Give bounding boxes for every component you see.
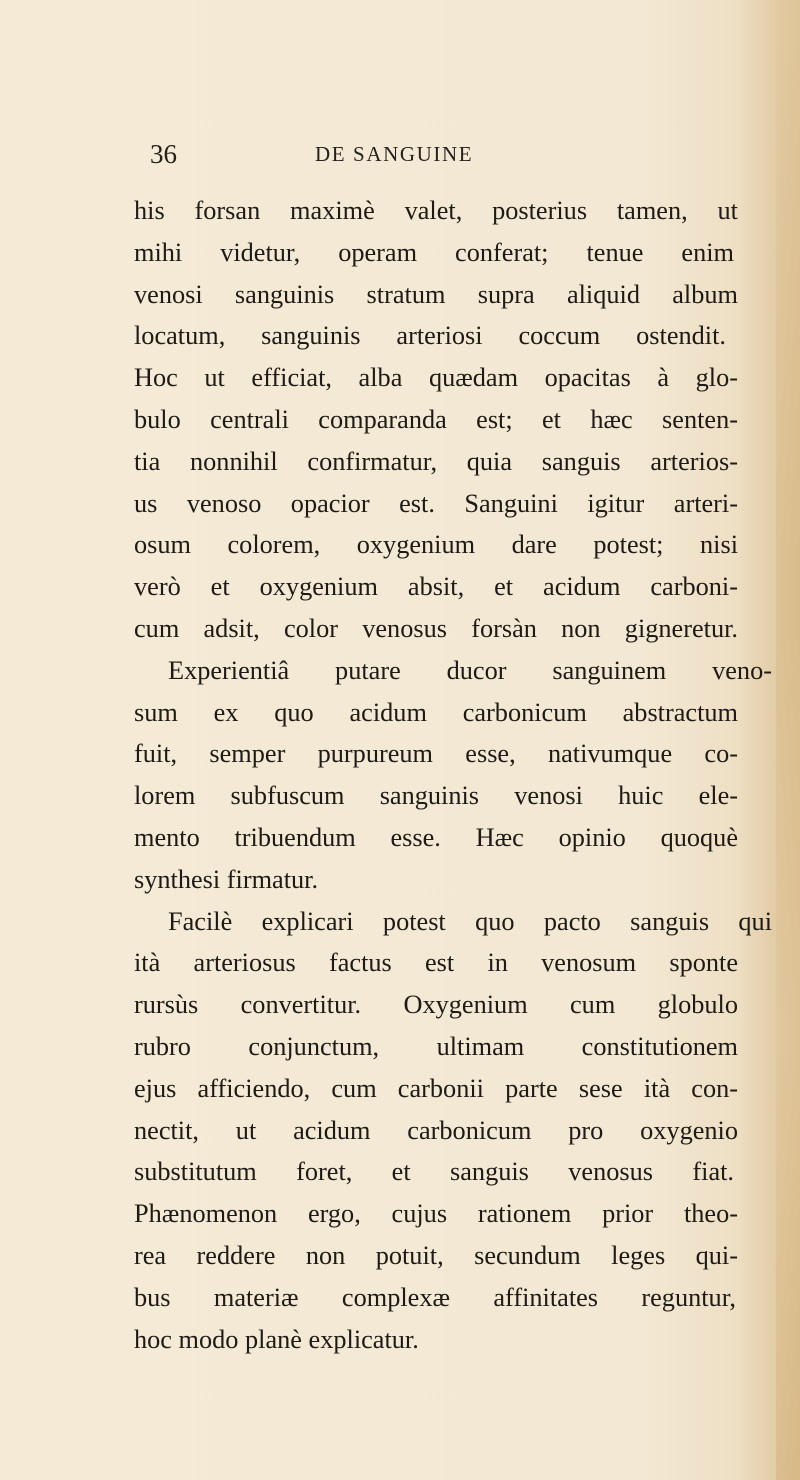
text-line: lorem subfuscum sanguinis venosi huic ele-	[134, 781, 738, 811]
text-line: nectit, ut acidum carbonicum pro oxygenio	[134, 1115, 738, 1145]
text-line: Experientiâ putare ducor sanguinem veno-	[168, 655, 772, 685]
text-line: verò et oxygenium absit, et acidum carboni-	[134, 572, 738, 602]
text-line: his forsan maximè valet, posterius tamen, ut	[134, 196, 738, 225]
text-line: hoc modo planè explicatur.	[134, 1324, 419, 1354]
text-line: tia nonnihil confirmatur, quia sanguis arterios-	[134, 446, 738, 476]
text-line: ejus afficiendo, cum carbonii parte sese ità con-	[134, 1073, 738, 1103]
text-line: ità arteriosus factus est in venosum sponte	[134, 948, 738, 978]
text-line: Phænomenon ergo, cujus rationem prior theo-	[134, 1199, 738, 1229]
text-line: fuit, semper purpureum esse, nativumque co-	[134, 739, 738, 769]
text-line: us venoso opacior est. Sanguini igitur arteri-	[134, 488, 738, 518]
text-line: Hoc ut efficiat, alba quædam opacitas à glo-	[134, 363, 738, 393]
text-line: substitutum foret, et sanguis venosus fiat.	[134, 1157, 734, 1187]
text-line: rubro conjunctum, ultimam constitutionem	[134, 1031, 738, 1061]
page-number: 36	[150, 139, 177, 169]
text-line: synthesi firmatur.	[134, 864, 319, 894]
text-line: venosi sanguinis stratum supra aliquid album	[134, 279, 738, 309]
text-line: bulo centrali comparanda est; et hæc senten-	[134, 404, 738, 434]
page-edge-stain	[776, 0, 800, 1480]
text-line: locatum, sanguinis arteriosi coccum ostendit.	[134, 321, 726, 351]
text-line: cum adsit, color venosus forsàn non gigneretur.	[134, 613, 738, 643]
text-line: bus materiæ complexæ affinitates reguntur,	[134, 1282, 736, 1312]
body-text	[134, 190, 774, 1360]
text-line: osum colorem, oxygenium dare potest; nisi	[134, 530, 738, 560]
text-line: rea reddere non potuit, secundum leges qui-	[134, 1240, 738, 1270]
text-line: mihi videtur, operam conferat; tenue enim	[134, 237, 734, 267]
text-line: Facilè explicari potest quo pacto sanguis qui	[168, 906, 772, 936]
text-line: mento tribuendum esse. Hæc opinio quoquè	[134, 822, 738, 852]
text-line: rursùs convertitur. Oxygenium cum globulo	[134, 990, 738, 1020]
running-head: DE SANGUINE	[315, 142, 474, 166]
text-line: sum ex quo acidum carbonicum abstractum	[134, 697, 738, 727]
